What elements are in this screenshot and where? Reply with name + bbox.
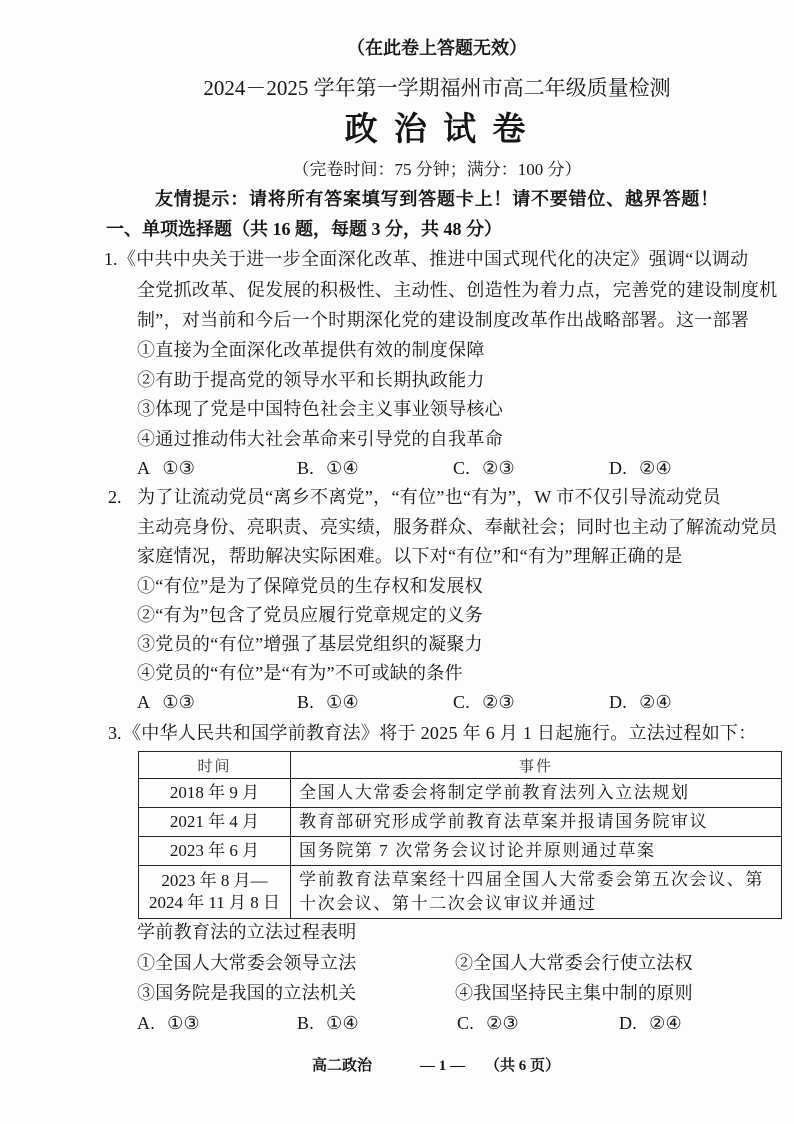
table-row [139, 866, 782, 919]
event-cell: 学前教育法草案经十四届全国人大常委会第五次会议、第十次会议、第十二次会议审议并通过 [291, 866, 782, 919]
choice-text: ①③ [167, 1013, 200, 1033]
reminder: 友情提示：请将所有答案填写到答题卡上！请不要错位、越界答题！ [155, 189, 719, 209]
question-text-line: 《中共中央关于进一步全面深化改革、推进中国式现代化的决定》强调“以调动 [118, 249, 749, 269]
footer-subject: 高二政治 [312, 1058, 373, 1074]
event-cell: 全国人大常委会将制定学前教育法列入立法规划 [291, 779, 782, 808]
table-row [139, 779, 782, 808]
choice-letter: B. [297, 458, 315, 478]
choice-d [619, 1010, 682, 1036]
choice-text: ①④ [326, 692, 359, 712]
option-4: ④通过推动伟大社会革命来引导党的自我革命 [137, 429, 503, 449]
choice-letter: C. [453, 692, 471, 712]
choice-a [137, 689, 195, 715]
question-text-line: 全党抓改革、促发展的积极性、主动性、创造性为着力点，完善党的建设制度机 [137, 280, 778, 300]
section-title: 一、单项选择题（共 16 题，每题 3 分，共 48 分） [106, 219, 502, 239]
choice-text: ②③ [486, 1013, 519, 1033]
choice-text: ①③ [162, 692, 196, 712]
option-2: ②有助于提高党的领导水平和长期执政能力 [137, 370, 485, 390]
choice-b [297, 455, 359, 481]
page-number: — 1 — [420, 1058, 465, 1074]
question-text-line: 制”，对当前和今后一个时期深化党的建设制度改革作出战略部署。这一部署 [137, 310, 750, 330]
event-cell: 教育部研究形成学前教育法草案并报请国务院审议 [291, 808, 782, 837]
choice-letter: D. [609, 458, 628, 478]
time-cell: 2018 年 9 月 [139, 779, 291, 808]
choice-text: ②④ [639, 692, 672, 712]
event-cell: 国务院第 7 次常务会议讨论并原则通过草案 [291, 837, 782, 866]
option-3: ③国务院是我国的立法机关 [137, 983, 357, 1003]
option-4: ④党员的“有位”是“有为”不可或缺的条件 [137, 663, 463, 683]
choice-text: ②③ [482, 458, 515, 478]
choice-text: ②④ [639, 458, 672, 478]
option-1: ①“有位”是为了保障党员的生存权和发展权 [137, 576, 483, 596]
choice-text: ①④ [326, 458, 359, 478]
choice-a [137, 1010, 200, 1036]
option-2: ②“有为”包含了党员应履行党章规定的义务 [137, 605, 483, 625]
choice-d [609, 455, 672, 481]
choice-a [137, 455, 195, 481]
choice-letter: C. [457, 1013, 475, 1033]
time-cell [139, 866, 291, 919]
time-start: 2023 年 8 月— [161, 871, 268, 890]
choice-text: ②③ [482, 692, 515, 712]
choice-letter: A. [137, 1013, 156, 1033]
time-cell: 2023 年 6 月 [139, 837, 291, 866]
question-text-line: 为了让流动党员“离乡不离党”，“有位”也“有为”，W 市不仅引导流动党员 [137, 487, 721, 507]
choice-letter: C. [453, 458, 471, 478]
choice-c [457, 1010, 519, 1036]
column-header-event: 事件 [291, 752, 782, 779]
choice-d [609, 689, 672, 715]
option-4: ④我国坚持民主集中制的原则 [455, 983, 693, 1003]
exam-title: 2024－2025 学年第一学期福州市高二年级质量检测 [203, 76, 671, 100]
choice-letter: D. [609, 692, 628, 712]
legislation-timeline-table [138, 751, 782, 919]
choice-letter: D. [619, 1013, 638, 1033]
table-header-row [139, 752, 782, 779]
option-1: ①直接为全面深化改革提供有效的制度保障 [137, 340, 485, 360]
option-2: ②全国人大常委会行使立法权 [455, 953, 693, 973]
subject-title: 政 治 试 卷 [344, 112, 530, 148]
time-info: （完卷时间：75 分钟；满分：100 分） [292, 160, 582, 179]
choice-b [297, 689, 359, 715]
choice-c [453, 689, 515, 715]
choice-letter: B. [297, 692, 315, 712]
option-3: ③党员的“有位”增强了基层党组织的凝聚力 [137, 634, 483, 654]
choice-text: ①④ [326, 1013, 359, 1033]
question-text-line: 主动亮身份、亮职责、亮实绩，服务群众、奉献社会；同时也主动了解流动党员 [137, 517, 778, 537]
column-header-time: 时间 [139, 752, 291, 779]
invalid-answer-note: （在此卷上答题无效） [347, 38, 527, 58]
choice-letter: B. [297, 1013, 315, 1033]
choice-b [297, 1010, 359, 1036]
option-3: ③体现了党是中国特色社会主义事业领导核心 [137, 399, 503, 419]
table-row [139, 808, 782, 837]
total-pages: （共 6 页） [485, 1058, 561, 1074]
question-number: 2. [108, 487, 122, 507]
question-number: 3. [108, 723, 122, 743]
choice-text: ②④ [649, 1013, 682, 1033]
choice-text: ①③ [162, 458, 196, 478]
table-row [139, 837, 782, 866]
time-end: 2024 年 11 月 8 日 [148, 893, 281, 912]
question-stem: 学前教育法的立法过程表明 [137, 922, 357, 942]
time-cell: 2021 年 4 月 [139, 808, 291, 837]
choice-letter: A [137, 458, 151, 478]
choice-letter: A [137, 692, 151, 712]
choice-c [453, 455, 515, 481]
question-text-line: 《中华人民共和国学前教育法》将于 2025 年 6 月 1 日起施行。立法过程如下： [123, 723, 757, 743]
question-text-line: 家庭情况，帮助解决实际困难。以下对“有位”和“有为”理解正确的是 [137, 546, 683, 566]
option-1: ①全国人大常委会领导立法 [137, 953, 357, 973]
question-number: 1. [104, 249, 118, 269]
